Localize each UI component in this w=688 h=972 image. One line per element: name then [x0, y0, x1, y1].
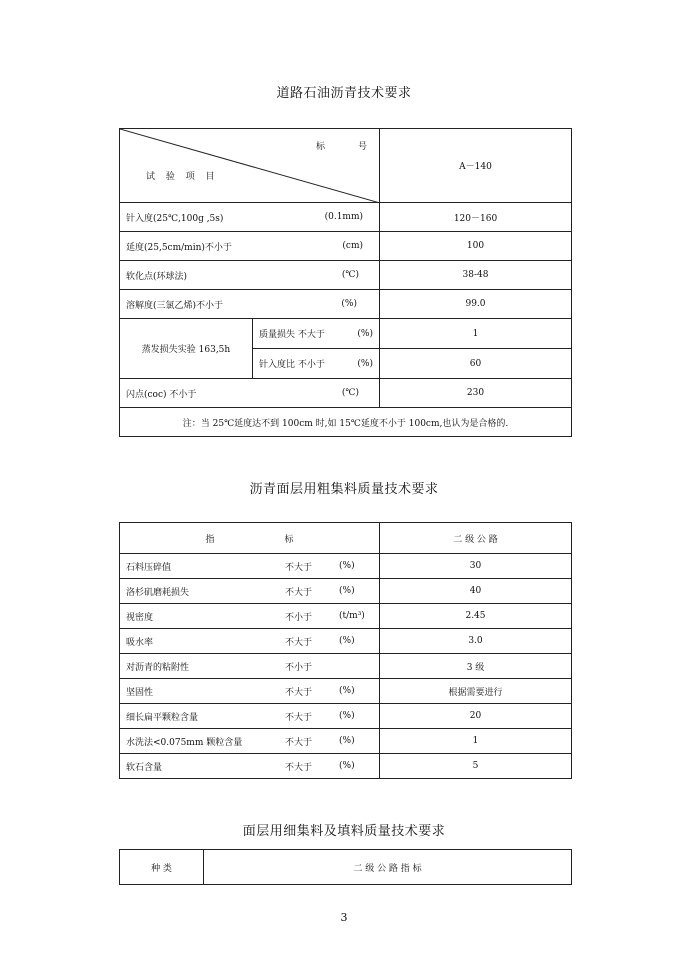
table-row: 闪点(coc) 不小于 (℃) — [120, 379, 380, 408]
table-row: 溶解度(三氯乙烯)不小于 (%) — [120, 290, 380, 319]
table-row: 水洗法<0.075mm 颗粒含量 不大于 (%) — [120, 729, 380, 754]
table-note: 注：当 25℃延度达不到 100cm 时,如 15℃延度不小于 100cm,也认为是合格的. — [120, 408, 572, 437]
fine-aggregate-table — [119, 849, 572, 885]
header-item: 试 验 项 目 — [146, 172, 219, 182]
header-type: 种 类 — [120, 850, 204, 885]
value-cell: 120－160 — [380, 203, 572, 232]
header-mark: 标 — [316, 142, 326, 152]
value-cell: 100 — [380, 232, 572, 261]
table3-title: 面层用细集料及填料质量技术要求 — [242, 824, 446, 839]
table-row: 吸水率 不大于 (%) — [120, 629, 380, 654]
page-number: 3 — [340, 911, 348, 924]
value-cell: 40 — [380, 579, 572, 604]
value-cell: 20 — [380, 704, 572, 729]
evaporation-label: 蒸发损失实验 163,5h — [120, 319, 253, 379]
value-cell: 99.0 — [380, 290, 572, 319]
table-row: 针入度(25℃,100g ,5s) (0.1mm) — [120, 203, 380, 232]
table-row: 细长扁平颗粒含量 不大于 (%) — [120, 704, 380, 729]
diagonal-line — [120, 129, 380, 203]
header-indicator: 二 级 公 路 指 标 — [204, 850, 572, 885]
table-row: 延度(25,5cm/min)不小于 (cm) — [120, 232, 380, 261]
value-cell: 5 — [380, 754, 572, 779]
table-row: 软石含量 不大于 (%) — [120, 754, 380, 779]
value-cell: 230 — [380, 379, 572, 408]
asphalt-requirements-table — [119, 128, 572, 437]
value-cell: 根据需要进行 — [380, 679, 572, 704]
header-road-grade: 二 级 公 路 — [380, 523, 572, 554]
grade-cell: A－140 — [380, 129, 572, 203]
value-cell: 60 — [380, 349, 572, 379]
value-cell: 3 级 — [380, 654, 572, 679]
value-cell: 30 — [380, 554, 572, 579]
diagonal-header-cell — [120, 129, 380, 203]
header-indicator: 指 标 — [120, 523, 380, 554]
table-row: 软化点(环球法) (℃) — [120, 261, 380, 290]
table-row: 石料压碎值 不大于 (%) — [120, 554, 380, 579]
header-number: 号 — [358, 142, 368, 152]
table-row: 对沥青的粘附性 不小于 — [120, 654, 380, 679]
table-row: 质量损失 不大于 (%) — [253, 319, 380, 349]
table-row: 坚固性 不大于 (%) — [120, 679, 380, 704]
value-cell: 2.45 — [380, 604, 572, 629]
table-row: 视密度 不小于 (t/m³) — [120, 604, 380, 629]
value-cell: 1 — [380, 319, 572, 349]
table-row: 洛杉矶磨耗损失 不大于 (%) — [120, 579, 380, 604]
value-cell: 38-48 — [380, 261, 572, 290]
value-cell: 1 — [380, 729, 572, 754]
table2-title: 沥青面层用粗集料质量技术要求 — [249, 482, 439, 497]
table-row: 针入度比 不小于 (%) — [253, 349, 380, 379]
coarse-aggregate-table — [119, 522, 572, 779]
value-cell: 3.0 — [380, 629, 572, 654]
table1-title: 道路石油沥青技术要求 — [276, 86, 412, 101]
